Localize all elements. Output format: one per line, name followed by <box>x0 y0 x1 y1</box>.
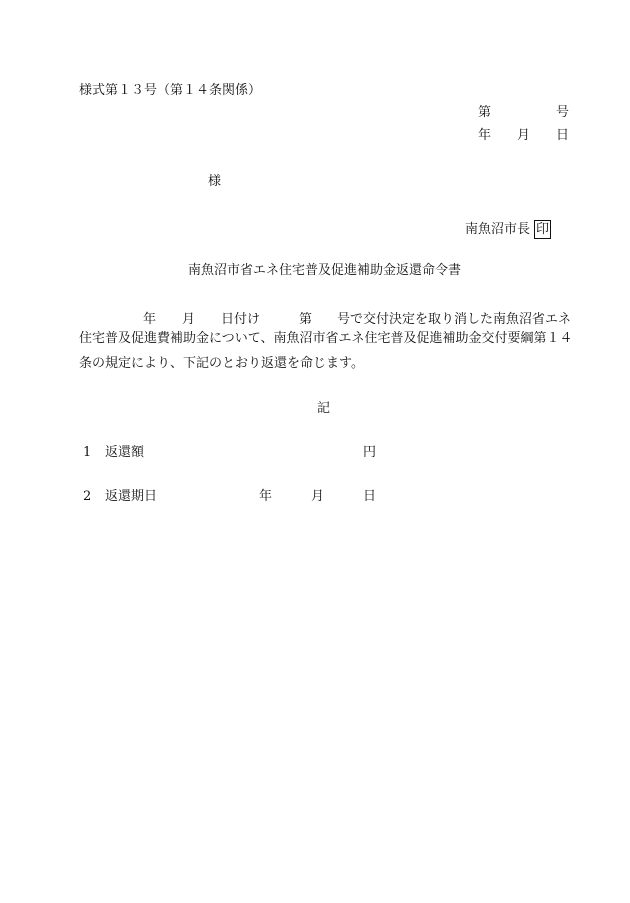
body-paragraph <box>79 301 573 376</box>
item-1-number: 1 <box>83 445 92 460</box>
addressee-suffix: 様 <box>208 174 222 189</box>
body-line1-rest: 号で交付決定を取り消した南魚沼省エネ <box>337 312 572 327</box>
date-year: 年 <box>478 128 492 143</box>
item-2-year: 年 <box>259 489 273 504</box>
doc-number-suffix: 号 <box>556 105 570 120</box>
body-month: 月 <box>182 312 196 327</box>
issuer-name: 南魚沼市長 <box>465 222 531 237</box>
item-2-day: 日 <box>363 489 377 504</box>
form-number: 様式第１３号（第１４条関係） <box>79 83 262 98</box>
body-no-prefix: 第 <box>299 312 313 327</box>
body-line-2: 住宅普及促進費補助金について、南魚沼市省エネ住宅普及促進補助金交付要綱第１４ <box>79 331 573 346</box>
date-day: 日 <box>556 128 570 143</box>
doc-number-prefix: 第 <box>478 105 492 120</box>
body-day-ref: 日付け <box>221 312 261 327</box>
date-month: 月 <box>517 128 531 143</box>
body-year: 年 <box>143 312 157 327</box>
ki-heading: 記 <box>317 401 331 416</box>
item-2-label: 返還期日 <box>105 489 158 504</box>
item-1-unit: 円 <box>363 445 377 460</box>
body-line-1 <box>79 301 572 327</box>
item-1-label: 返還額 <box>105 445 145 460</box>
item-2-month: 月 <box>311 489 325 504</box>
item-2-number: 2 <box>83 489 92 504</box>
document-title: 南魚沼市省エネ住宅普及促進補助金返還命令書 <box>188 263 462 278</box>
body-line-3: 条の規定により、下記のとおり返還を命じます。 <box>79 356 364 371</box>
seal-stamp: 印 <box>536 222 550 237</box>
issuer <box>465 220 551 239</box>
